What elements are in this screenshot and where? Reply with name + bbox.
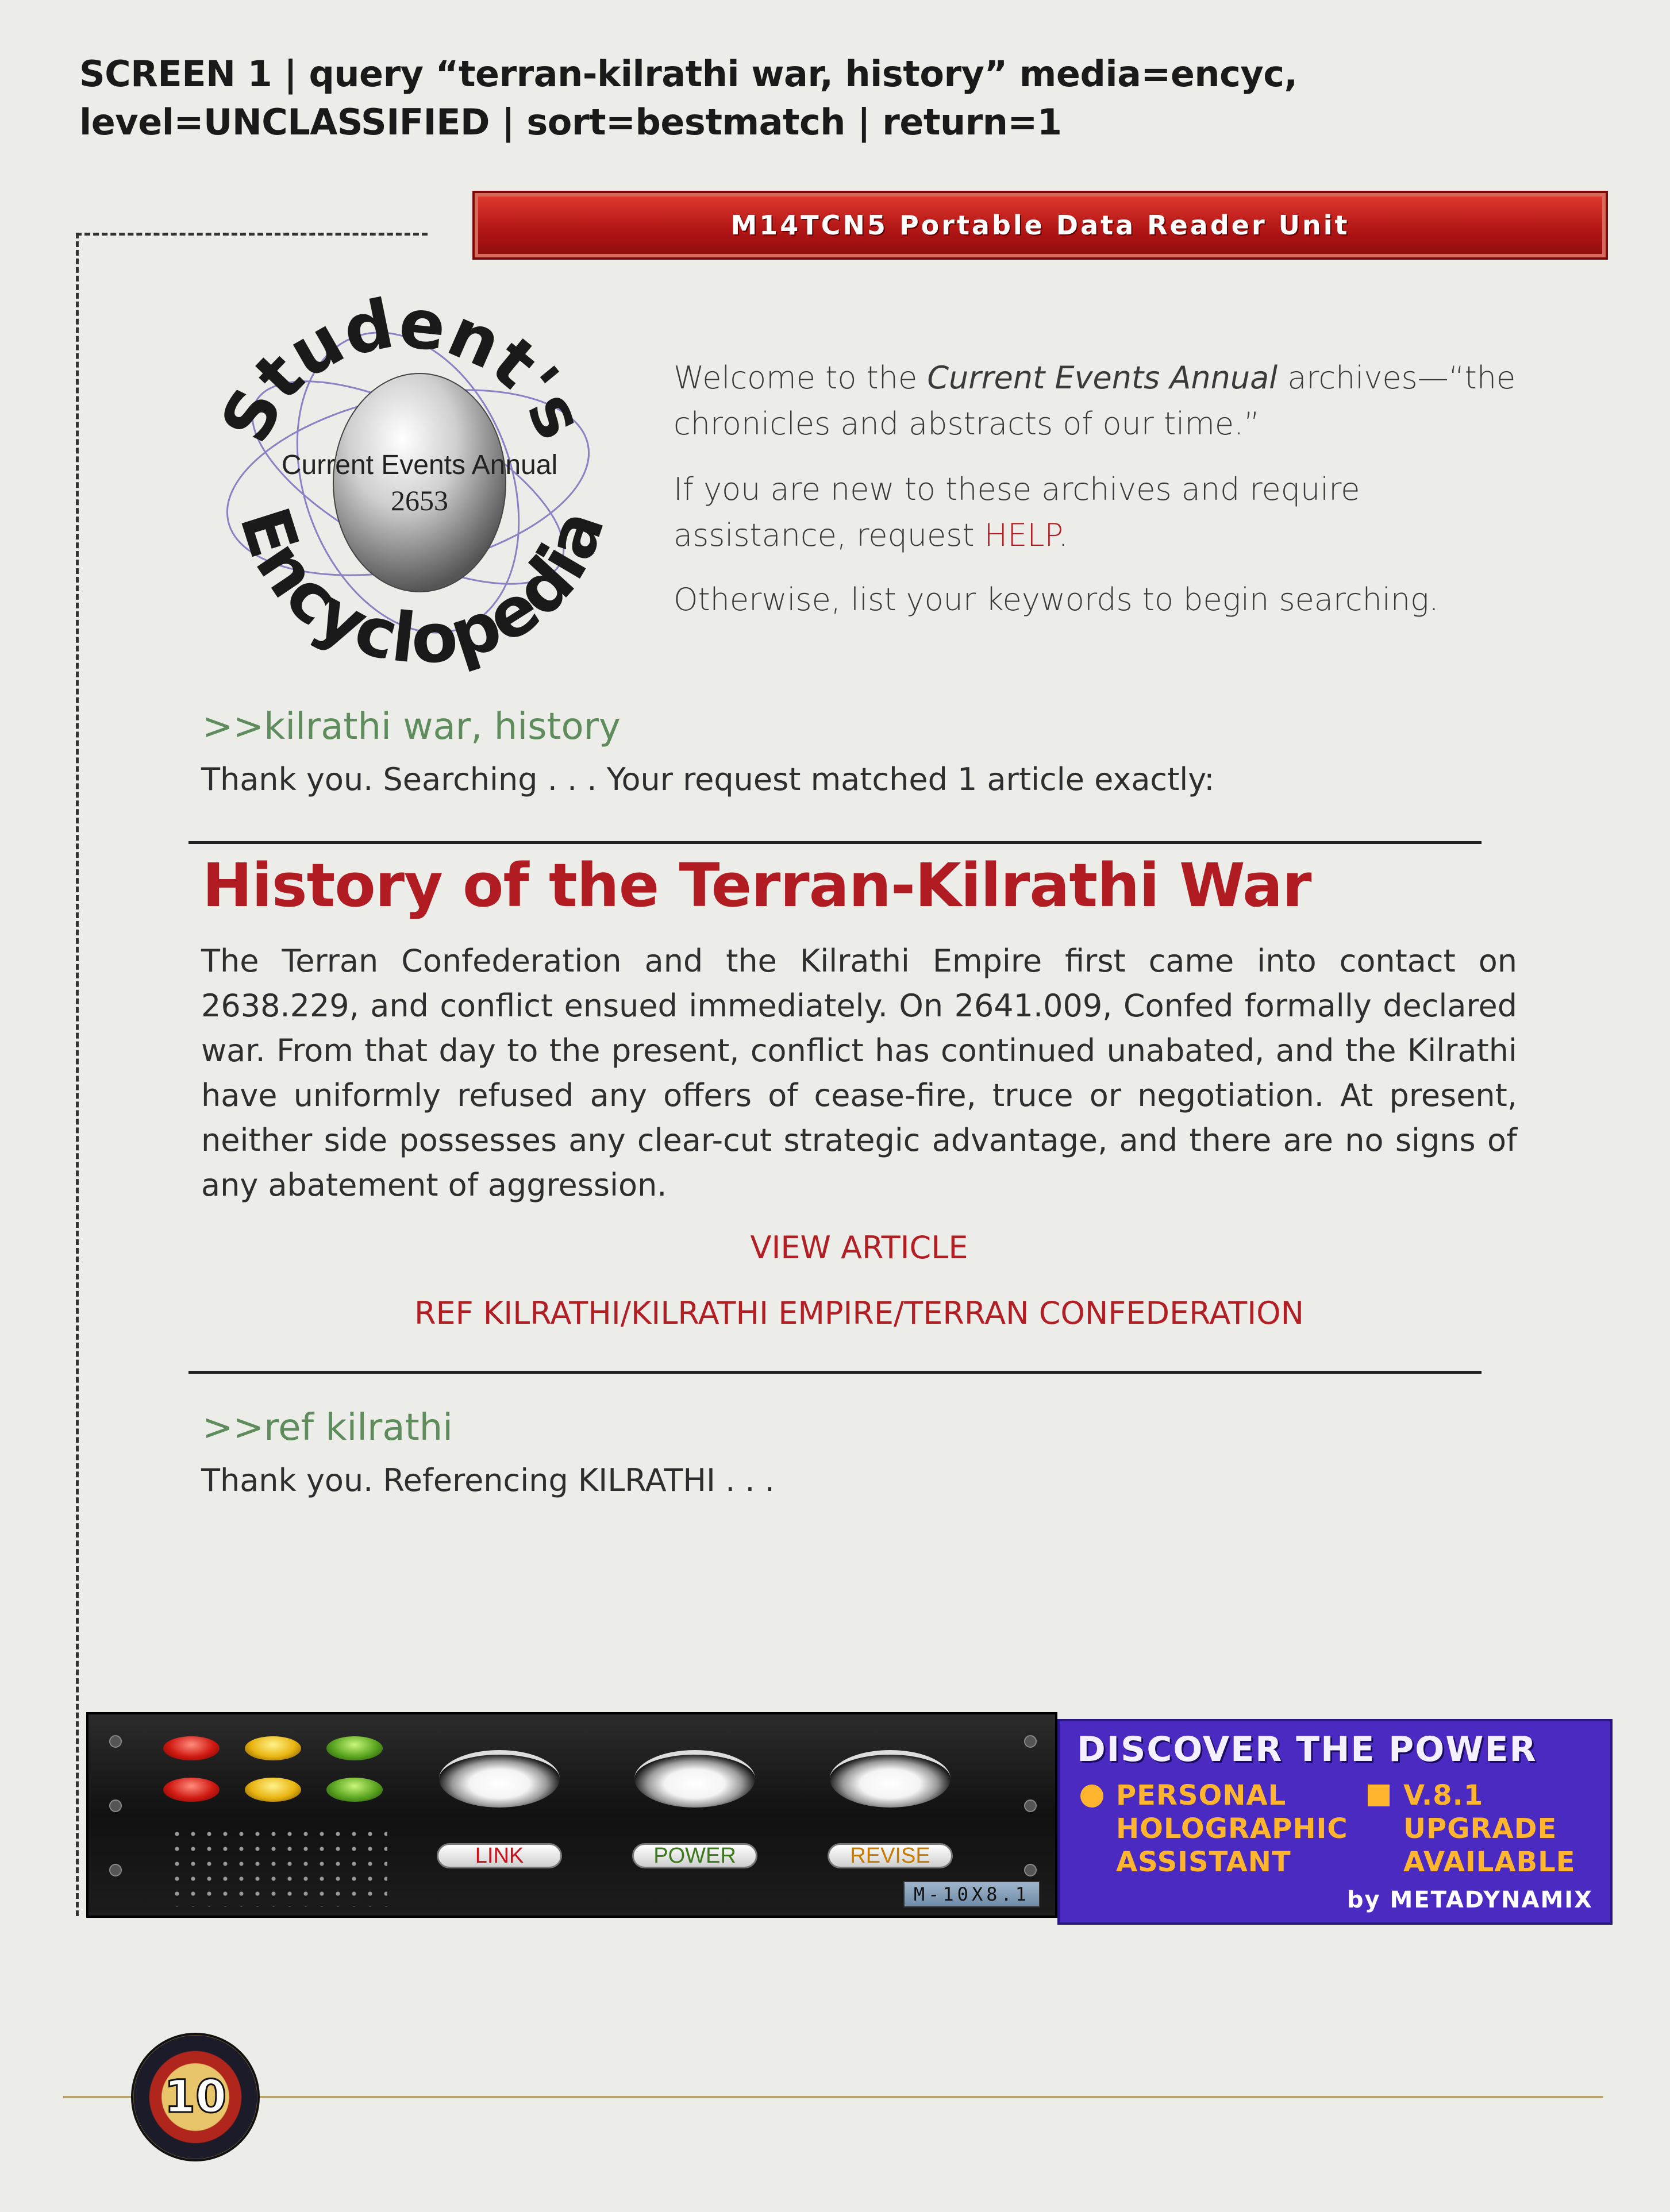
divider-top bbox=[188, 841, 1482, 844]
welcome-paragraph-2: If you are new to these archives and require assistance, request HELP. bbox=[674, 471, 1360, 553]
circle-bullet-icon bbox=[1080, 1785, 1103, 1808]
search-response: Thank you. Searching . . . Your request matched 1 article exactly: bbox=[201, 761, 1215, 797]
welcome-paragraph-3: Otherwise, list your keywords to begin searching. bbox=[674, 581, 1439, 618]
power-dome-button[interactable] bbox=[634, 1750, 755, 1808]
revise-dome-button[interactable] bbox=[830, 1750, 951, 1808]
screw-icon bbox=[1024, 1735, 1037, 1748]
query-line-1: SCREEN 1 | query “terran-kilrathi war, history” media=encyc, bbox=[79, 53, 1298, 95]
reference-response: Thank you. Referencing KILRATHI . . . bbox=[201, 1462, 775, 1498]
promo-title: DISCOVER THE POWER bbox=[1077, 1729, 1537, 1770]
welcome-paragraph-1: Welcome to the Current Events Annual archives—“the chronicles and abstracts of our time.” bbox=[674, 360, 1516, 442]
logo-graphic bbox=[190, 276, 649, 689]
model-number-plate: M-10X8.1 bbox=[903, 1881, 1040, 1907]
reference-links[interactable]: REF KILRATHI/KILRATHI EMPIRE/TERRAN CONFEDERATION bbox=[414, 1295, 1305, 1331]
power-button[interactable] bbox=[632, 1843, 757, 1868]
frame-top-border bbox=[76, 233, 428, 236]
device-title-bar bbox=[472, 191, 1608, 260]
article-summary: The Terran Confederation and the Kilrathi Empire first came into contact on 2638.229, and conflict ensued immediately. On 2641.009, Confed formally declared war. From that day to the present, conflict has continued unabated, and the Kilrathi have uniformly refused any offers of cease-fire, truce or negotiation. At present, neither side possesses any clear-cut strategic advantage, and there are no signs of any abatement of aggression. bbox=[201, 943, 1517, 1203]
divider-bottom bbox=[188, 1371, 1482, 1374]
screw-icon bbox=[109, 1864, 122, 1876]
command-prompt-1[interactable]: >>kilrathi war, history bbox=[202, 706, 621, 748]
yellow-indicator-light bbox=[245, 1778, 301, 1802]
screw-icon bbox=[109, 1735, 122, 1748]
footer-rule bbox=[63, 2096, 1603, 2098]
power-button-label: POWER bbox=[653, 1843, 736, 1868]
command-prompt-2[interactable]: >>ref kilrathi bbox=[202, 1406, 453, 1449]
revise-button[interactable] bbox=[828, 1843, 953, 1868]
revise-button-label: REVISE bbox=[850, 1843, 930, 1868]
device-title: M14TCN5 Portable Data Reader Unit bbox=[730, 210, 1350, 241]
red-indicator-light bbox=[163, 1736, 220, 1760]
link-button-label: LINK bbox=[475, 1843, 524, 1868]
screw-icon bbox=[1024, 1799, 1037, 1812]
green-indicator-light bbox=[326, 1778, 383, 1802]
promo-feature-list: PERSONAL HOLOGRAPHIC ASSISTANT bbox=[1116, 1779, 1348, 1878]
promo-banner bbox=[1057, 1719, 1613, 1925]
logo-arc-top: Student's bbox=[205, 283, 601, 454]
red-indicator-light bbox=[163, 1778, 220, 1802]
logo-center-title: Current Events Annual bbox=[281, 450, 558, 480]
frame-left-border bbox=[76, 233, 79, 1916]
link-dome-button[interactable] bbox=[439, 1750, 560, 1808]
page-number: 10 bbox=[164, 2071, 227, 2123]
promo-upgrade-list: V.8.1 UPGRADE AVAILABLE bbox=[1403, 1779, 1576, 1878]
speaker-grille bbox=[169, 1826, 387, 1907]
device-control-panel bbox=[86, 1712, 1057, 1918]
article-title: History of the Terran-Kilrathi War bbox=[202, 850, 1311, 920]
page-number-badge bbox=[131, 2033, 260, 2161]
screw-icon bbox=[1024, 1864, 1037, 1876]
screw-icon bbox=[109, 1799, 122, 1812]
encyclopedia-logo bbox=[190, 276, 649, 689]
query-line-2: level=UNCLASSIFIED | sort=bestmatch | return=1 bbox=[79, 101, 1062, 143]
link-button[interactable] bbox=[437, 1843, 562, 1868]
promo-credit: by METADYNAMIX bbox=[1346, 1887, 1593, 1913]
help-link[interactable]: HELP bbox=[984, 517, 1059, 553]
square-bullet-icon bbox=[1368, 1785, 1390, 1806]
view-article-link[interactable]: VIEW ARTICLE bbox=[750, 1230, 968, 1266]
logo-arc-bottom: Encyclopedia bbox=[224, 498, 620, 680]
logo-center-year: 2653 bbox=[391, 484, 448, 517]
yellow-indicator-light bbox=[245, 1736, 301, 1760]
green-indicator-light bbox=[326, 1736, 383, 1760]
